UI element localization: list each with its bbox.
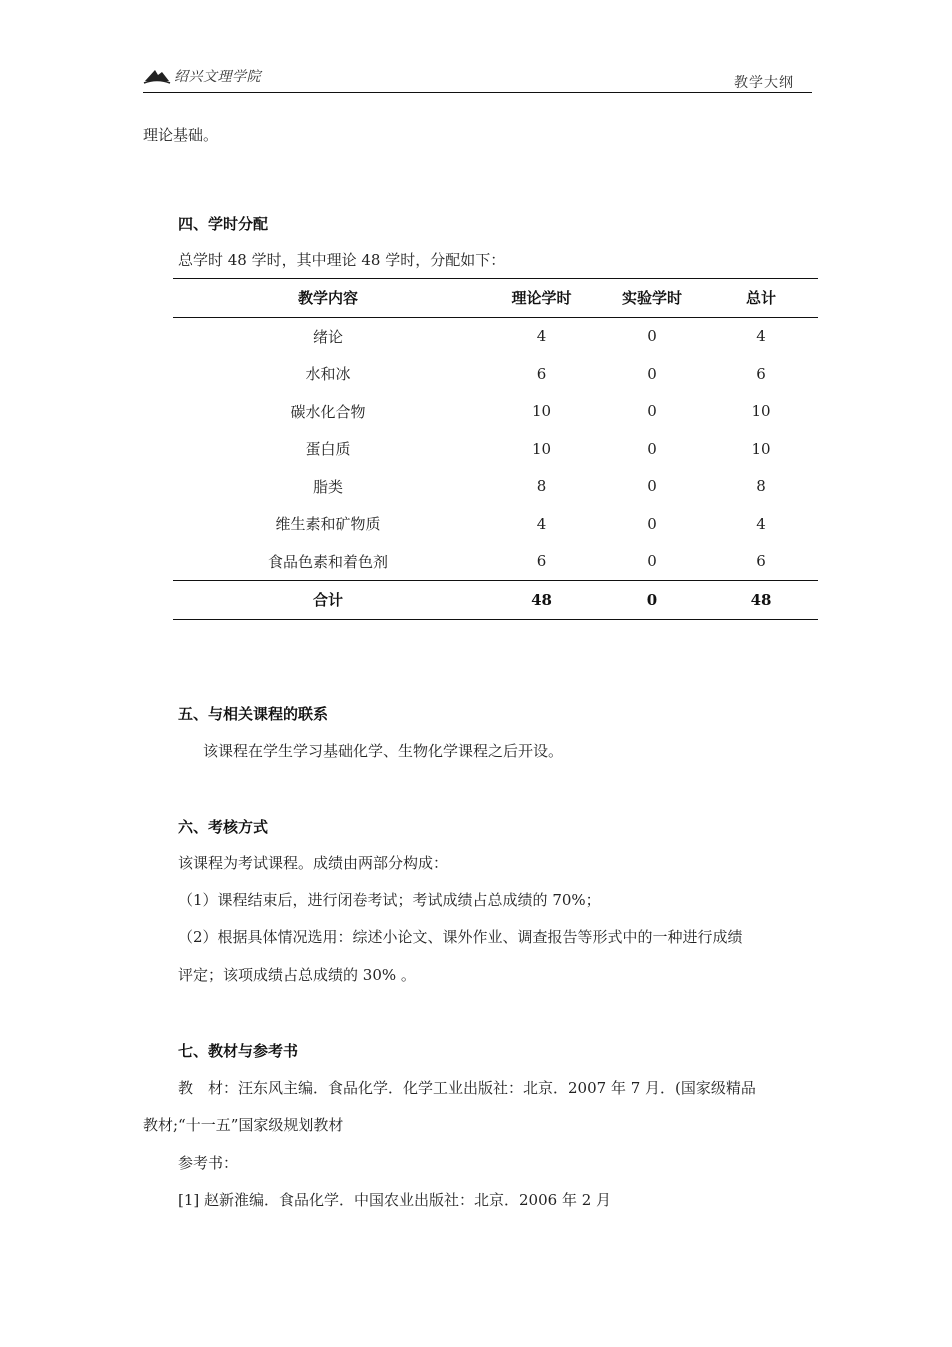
total-theory: 48 bbox=[531, 590, 552, 609]
cell-total: 4 bbox=[756, 327, 766, 346]
section-5-heading: 五、与相关课程的联系 bbox=[178, 705, 329, 723]
intro-text: 理论基础。 bbox=[143, 126, 219, 144]
reference-1: [1] 赵新淮编．食品化学．中国农业出版社：北京．2006 年 2 月 bbox=[178, 1191, 612, 1209]
cell-content: 水和冰 bbox=[305, 365, 351, 384]
section-5-text: 该课程在学生学习基础化学、生物化学课程之后开设。 bbox=[203, 742, 564, 760]
institution-name: 绍兴文理学院 bbox=[174, 69, 261, 85]
cell-lab: 0 bbox=[647, 327, 657, 346]
textbook-line-1: 教 材：汪东风主编．食品化学．化学工业出版社：北京．2007 年 7 月．(国家级精品 bbox=[178, 1079, 756, 1097]
table-row bbox=[173, 430, 818, 468]
cell-theory: 10 bbox=[531, 439, 552, 458]
section-4-summary: 总学时 48 学时，其中理论 48 学时，分配如下： bbox=[178, 251, 506, 269]
institution-logo bbox=[143, 66, 261, 86]
hours-table bbox=[173, 278, 818, 620]
section-6-line-1: 该课程为考试课程。成绩由两部分构成： bbox=[178, 854, 449, 872]
cell-lab: 0 bbox=[647, 439, 657, 458]
cell-lab: 0 bbox=[647, 364, 657, 383]
col-header-theory: 理论学时 bbox=[511, 289, 572, 308]
cell-content: 维生素和矿物质 bbox=[275, 515, 381, 534]
table-total-row bbox=[173, 581, 818, 620]
cell-total: 6 bbox=[756, 364, 766, 383]
section-6-heading: 六、考核方式 bbox=[178, 818, 269, 836]
total-lab: 0 bbox=[646, 590, 658, 609]
cell-theory: 10 bbox=[531, 402, 552, 421]
cell-theory: 6 bbox=[536, 364, 547, 383]
cell-lab: 0 bbox=[647, 514, 657, 533]
cell-lab: 0 bbox=[647, 477, 657, 496]
section-6-line-4: 评定；该项成绩占总成绩的 30% 。 bbox=[178, 966, 416, 984]
section-6-line-2: （1）课程结束后，进行闭卷考试；考试成绩占总成绩的 70%； bbox=[178, 891, 601, 909]
table-row bbox=[173, 468, 818, 506]
cell-total: 4 bbox=[756, 514, 766, 533]
total-sum: 48 bbox=[750, 590, 772, 609]
table-row bbox=[173, 393, 818, 431]
col-header-total: 总计 bbox=[745, 289, 776, 308]
cell-theory: 6 bbox=[536, 552, 547, 571]
cell-theory: 4 bbox=[536, 514, 547, 533]
section-7-heading: 七、教材与参考书 bbox=[178, 1042, 299, 1060]
reference-label: 参考书： bbox=[178, 1154, 239, 1172]
table-row bbox=[173, 355, 818, 393]
col-header-content: 教学内容 bbox=[297, 289, 358, 308]
table-row bbox=[173, 505, 818, 543]
cell-content: 脂类 bbox=[312, 477, 343, 496]
doc-type-label: 教学大纲 bbox=[734, 75, 794, 91]
cell-total: 6 bbox=[756, 552, 766, 571]
cell-content: 绪论 bbox=[312, 327, 343, 346]
header-divider bbox=[143, 92, 812, 93]
section-4-heading: 四、学时分配 bbox=[178, 215, 269, 233]
textbook-line-2: 教材;“十一五”国家级规划教材 bbox=[143, 1116, 344, 1134]
cell-content: 蛋白质 bbox=[305, 440, 351, 459]
section-6-line-3: （2）根据具体情况选用：综述小论文、课外作业、调查报告等形式中的一种进行成绩 bbox=[178, 928, 743, 946]
cell-theory: 4 bbox=[536, 327, 547, 346]
table-row bbox=[173, 543, 818, 581]
cell-content: 碳水化合物 bbox=[290, 402, 366, 421]
total-label: 合计 bbox=[312, 591, 343, 610]
cell-total: 8 bbox=[756, 477, 766, 496]
col-header-lab: 实验学时 bbox=[621, 289, 682, 308]
cell-total: 10 bbox=[751, 439, 771, 458]
cell-theory: 8 bbox=[536, 477, 547, 496]
cell-content: 食品色素和着色剂 bbox=[267, 552, 388, 571]
cell-total: 10 bbox=[751, 402, 771, 421]
table-row bbox=[173, 317, 818, 355]
cell-lab: 0 bbox=[647, 552, 657, 571]
table-header-row bbox=[173, 279, 818, 318]
cell-lab: 0 bbox=[647, 402, 657, 421]
boat-logo-icon bbox=[143, 67, 171, 85]
